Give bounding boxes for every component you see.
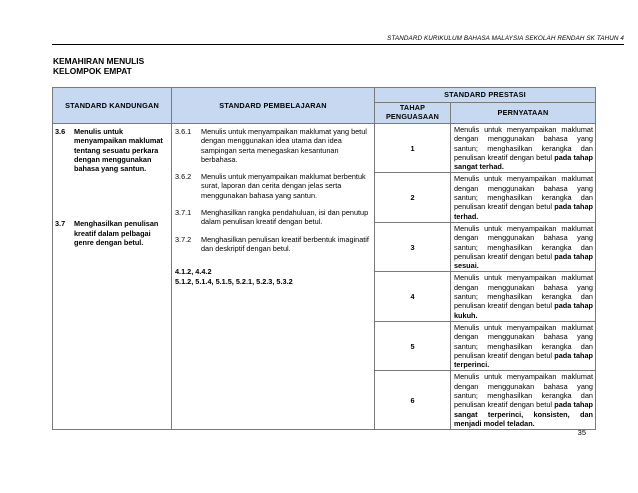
pembelajaran-number: 3.6.1 <box>175 127 192 136</box>
pembelajaran-number: 3.7.2 <box>175 234 192 244</box>
pernyataan-text: Menulis untuk menyampaikan maklumat dengan menggunakan bahasa yang santun; menghasilkan kerangka dan penulisan kreatif dengan betul <box>454 125 593 162</box>
header-tahap-penguasaan: TAHAP PENGUASAAN <box>375 103 451 124</box>
pernyataan-level-phrase: pada tahap terperinci. <box>454 350 593 370</box>
pernyataan-cell <box>451 173 596 222</box>
header-standard-kandungan: STANDARD KANDUNGAN <box>53 88 172 124</box>
header-standard-pembelajaran: STANDARD PEMBELAJARAN <box>172 88 375 124</box>
cross-reference-line: 4.1.2, 4.4.2 <box>175 267 212 277</box>
pernyataan-text: Menulis untuk menyampaikan maklumat dengan menggunakan bahasa yang santun; menghasilkan kerangka dan penulisan kreatif dengan betul <box>454 322 593 360</box>
section-title-line1: KEMAHIRAN MENULIS <box>53 56 145 66</box>
kandungan-item <box>55 219 169 247</box>
pembelajaran-item <box>175 235 371 254</box>
pernyataan-cell <box>451 222 596 271</box>
header-rule <box>52 44 624 45</box>
pembelajaran-item <box>175 172 371 200</box>
kandungan-cell <box>53 124 172 430</box>
pernyataan-cell <box>451 321 596 370</box>
pernyataan-level-phrase: pada tahap terhad. <box>454 202 593 221</box>
pernyataan-text: Menulis untuk menyampaikan maklumat dengan menggunakan bahasa yang santun; menghasilkan kerangka dan penulisan kreatif dengan betul <box>454 223 593 261</box>
section-title <box>53 56 144 77</box>
pernyataan-text: Menulis untuk menyampaikan maklumat dengan menggunakan bahasa yang santun; menghasilkan kerangka dan penulisan kreatif dengan betul <box>454 372 593 410</box>
tahap-level: 1 <box>375 124 451 173</box>
pernyataan-level-phrase: pada tahap sesuai. <box>454 251 593 271</box>
pernyataan-cell <box>451 124 596 173</box>
pembelajaran-text: Menghasilkan penulisan kreatif berbentuk imaginatif dan deskriptif dengan betul. <box>201 234 369 253</box>
pembelajaran-text: Menghasilkan rangka pendahuluan, isi dan penutup dalam penulisan kreatif dengan betul. <box>201 208 369 227</box>
pembelajaran-text: Menulis untuk menyampaikan maklumat berbentuk surat, laporan dan cerita dengan jelas serta menggunakan bahasa yang santun. <box>201 172 366 200</box>
pembelajaran-cell <box>172 124 375 430</box>
pembelajaran-item <box>175 208 371 227</box>
pembelajaran-text: Menulis untuk menyampaikan maklumat yang betul dengan menggunakan idea utama dan idea sampingan serta menegaskan kesantunan berbahasa. <box>201 127 367 164</box>
header-pernyataan: PERNYATAAN <box>451 103 596 124</box>
kandungan-item <box>55 127 169 173</box>
kandungan-text: Menulis untuk menyampaikan maklumat tentang sesuatu perkara dengan menggunakan bahasa yang santun. <box>74 127 163 174</box>
pernyataan-cell <box>451 272 596 321</box>
kandungan-text: Menghasilkan penulisan kreatif dalam pelbagai genre dengan betul. <box>74 219 159 248</box>
page-number: 35 <box>577 428 586 437</box>
pernyataan-cell <box>451 371 596 430</box>
pernyataan-text: Menulis untuk menyampaikan maklumat dengan menggunakan bahasa yang santun; menghasilkan kerangka dan penulisan kreatif dengan betul <box>454 174 593 212</box>
pembelajaran-number: 3.6.2 <box>175 172 192 182</box>
tahap-level: 3 <box>375 222 451 271</box>
pembelajaran-item <box>175 127 371 164</box>
pernyataan-level-phrase: pada tahap kukuh. <box>454 301 593 320</box>
kandungan-number: 3.6 <box>55 127 66 136</box>
tahap-level: 6 <box>375 371 451 430</box>
pembelajaran-number: 3.7.1 <box>175 208 192 218</box>
cross-reference-line: 5.1.2, 5.1.4, 5.1.5, 5.2.1, 5.2.3, 5.3.2 <box>175 276 293 286</box>
kandungan-number: 3.7 <box>55 219 66 229</box>
tahap-level: 5 <box>375 321 451 370</box>
running-header: STANDARD KURIKULUM BAHASA MALAYSIA SEKOLAH RENDAH SK TAHUN 4 <box>387 35 624 42</box>
tahap-level: 2 <box>375 173 451 222</box>
cross-references <box>175 267 371 286</box>
tahap-level: 4 <box>375 272 451 321</box>
pernyataan-text: Menulis untuk menyampaikan maklumat dengan menggunakan bahasa yang santun; menghasilkan kerangka dan penulisan kreatif dengan betul <box>454 273 593 311</box>
section-title-line2: KELOMPOK EMPAT <box>53 66 132 77</box>
pernyataan-level-phrase: pada tahap sangat terhad. <box>454 152 593 172</box>
header-standard-prestasi: STANDARD PRESTASI <box>375 88 596 103</box>
standards-table <box>52 87 596 430</box>
pernyataan-level-phrase: pada tahap sangat terperinci, konsisten, dan menjadi model teladan. <box>454 400 593 428</box>
